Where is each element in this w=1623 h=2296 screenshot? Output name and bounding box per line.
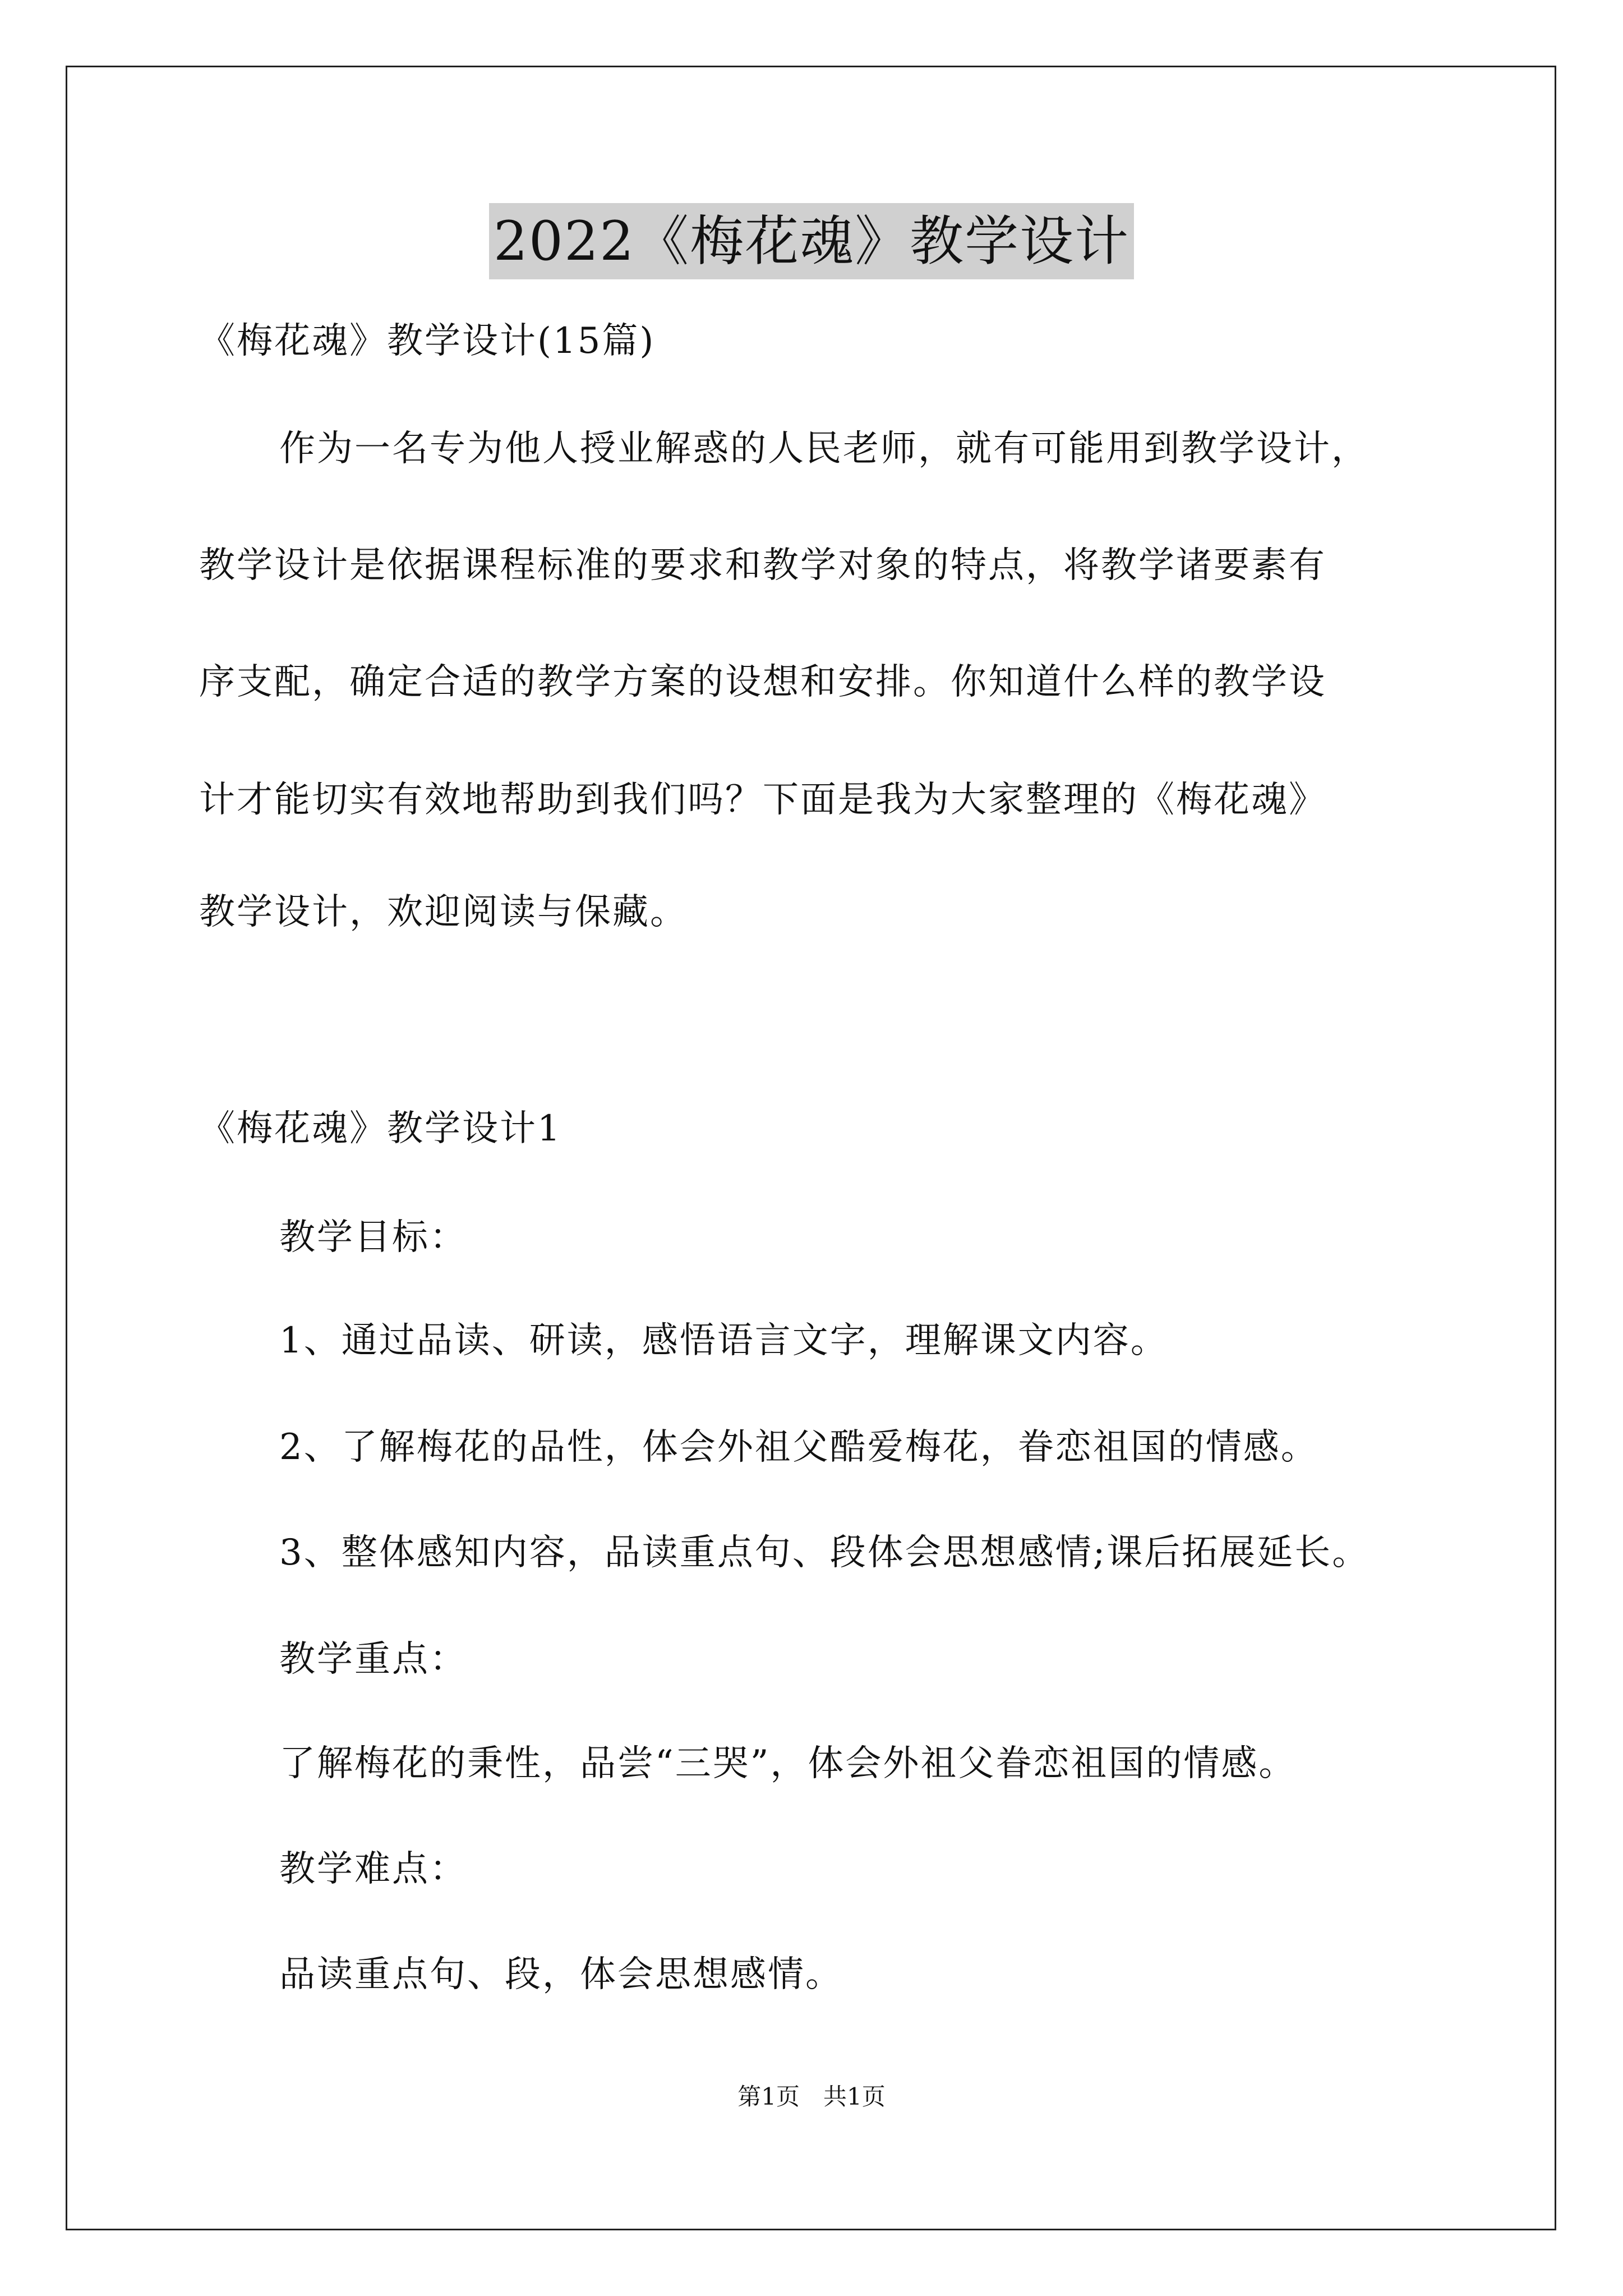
difficulty-label: 教学难点： bbox=[279, 1848, 467, 1890]
document-subtitle: 《梅花魂》教学设计(15篇) bbox=[199, 320, 656, 362]
objective-item-2: 2、了解梅花的品性，体会外祖父酷爱梅花，眷恋祖国的情感。 bbox=[279, 1427, 1318, 1468]
section-heading: 《梅花魂》教学设计1 bbox=[199, 1108, 562, 1149]
document-title: 2022《梅花魂》教学设计 bbox=[489, 203, 1134, 279]
intro-line-3: 序支配，确定合适的教学方案的设想和安排。你知道什么样的教学设 bbox=[199, 661, 1326, 703]
intro-line-1: 作为一名专为他人授业解惑的人民老师，就有可能用到教学设计， bbox=[279, 428, 1369, 470]
key-points-label: 教学重点： bbox=[279, 1639, 467, 1680]
page-footer: 第1页 共1页 bbox=[737, 2083, 886, 2110]
intro-line-2: 教学设计是依据课程标准的要求和教学对象的特点，将教学诸要素有 bbox=[199, 545, 1326, 586]
key-points-text: 了解梅花的秉性，品尝“三哭”，体会外祖父眷恋祖国的情感。 bbox=[279, 1743, 1297, 1784]
intro-line-4: 计才能切实有效地帮助到我们吗？下面是我为大家整理的《梅花魂》 bbox=[199, 779, 1326, 821]
difficulty-text: 品读重点句、段，体会思想感情。 bbox=[279, 1954, 843, 1995]
document-title-block bbox=[0, 203, 1623, 279]
objective-item-3: 3、整体感知内容，品读重点句、段体会思想感情;课后拓展延长。 bbox=[279, 1532, 1370, 1573]
objectives-label: 教学目标： bbox=[279, 1217, 467, 1258]
objective-item-1: 1、通过品读、研读，感悟语言文字，理解课文内容。 bbox=[279, 1320, 1168, 1361]
intro-line-5: 教学设计，欢迎阅读与保藏。 bbox=[199, 891, 688, 933]
